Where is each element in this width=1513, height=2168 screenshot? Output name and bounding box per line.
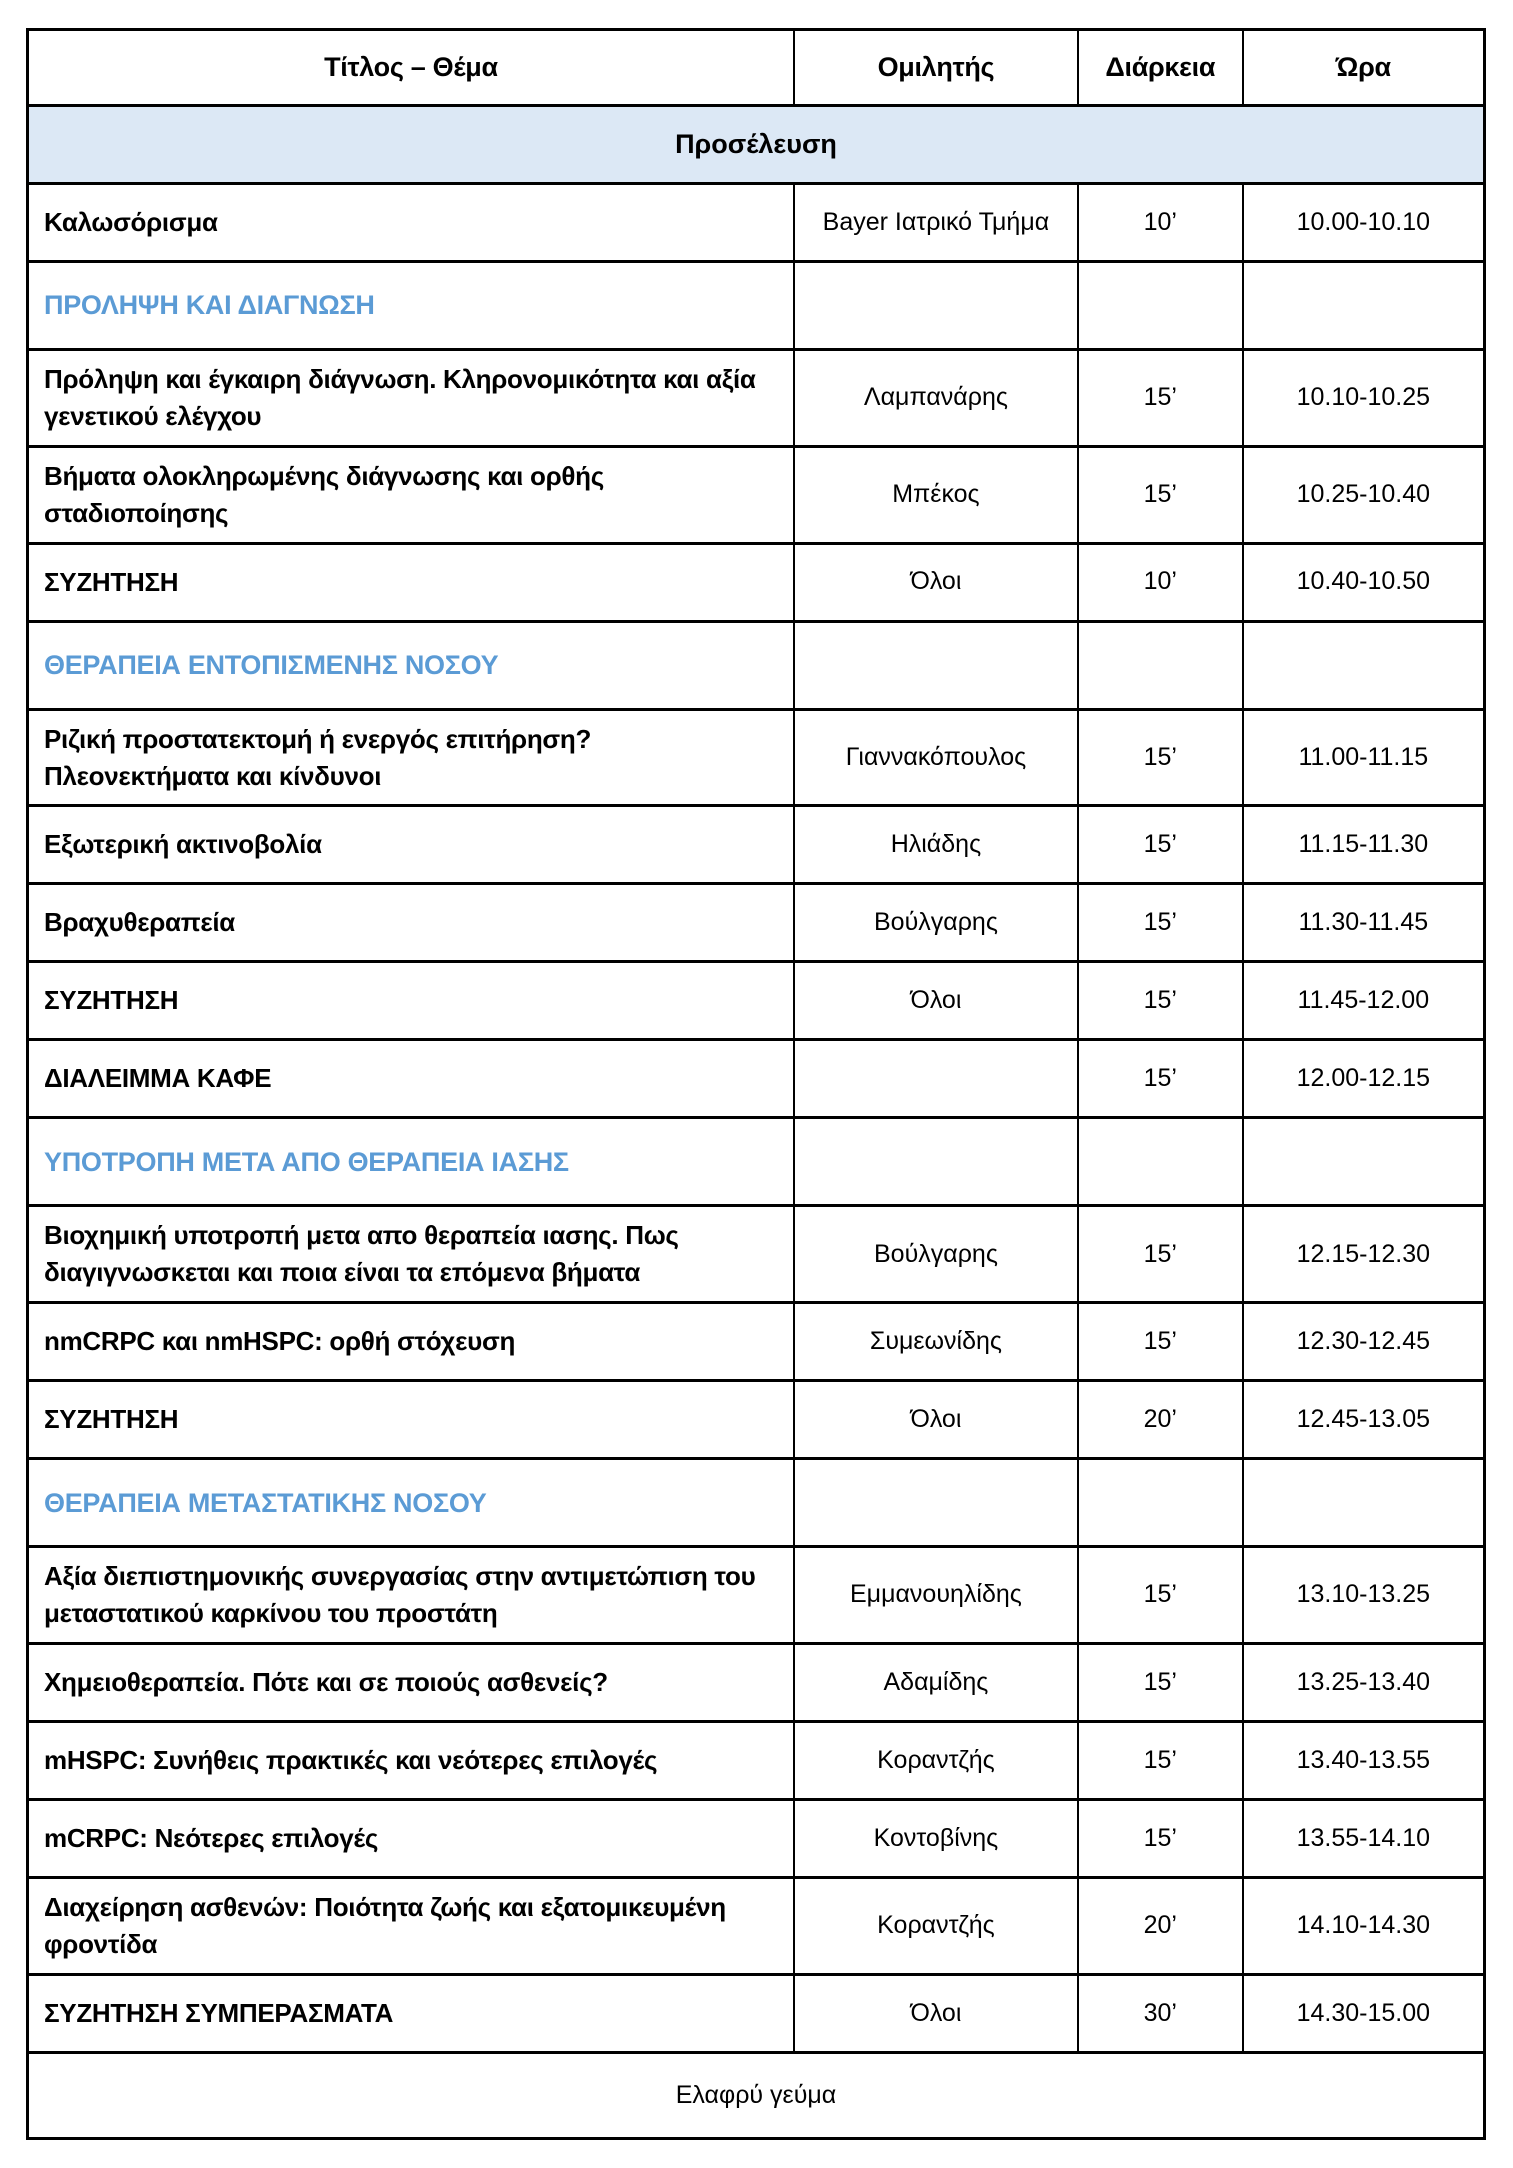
session-speaker: Όλοι — [794, 962, 1078, 1040]
footer-row — [28, 2052, 1485, 2138]
session-duration: 15’ — [1078, 806, 1243, 884]
session-time: 14.10-14.30 — [1243, 1878, 1485, 1975]
column-header-time: Ώρα — [1243, 30, 1485, 106]
session-duration: 15’ — [1078, 884, 1243, 962]
session-time: 13.55-14.10 — [1243, 1800, 1485, 1878]
session-time: 12.00-12.15 — [1243, 1040, 1485, 1118]
section-header: ΘΕΡΑΠΕΙΑ ΜΕΤΑΣΤΑΤΙΚΗΣ ΝΟΣΟΥ — [28, 1459, 794, 1547]
session-row — [28, 1800, 1485, 1878]
session-time: 10.40-10.50 — [1243, 543, 1485, 621]
session-duration: 15’ — [1078, 962, 1243, 1040]
session-duration: 15’ — [1078, 1800, 1243, 1878]
section-row — [28, 621, 1485, 709]
session-time: 14.30-15.00 — [1243, 1974, 1485, 2052]
session-duration: 30’ — [1078, 1974, 1243, 2052]
session-time: 11.15-11.30 — [1243, 806, 1485, 884]
column-header-title: Τίτλος – Θέμα — [28, 30, 794, 106]
session-duration: 15’ — [1078, 709, 1243, 806]
section-row — [28, 262, 1485, 350]
session-row — [28, 446, 1485, 543]
session-duration: 15’ — [1078, 1547, 1243, 1644]
empty-cell — [1243, 262, 1485, 350]
session-row — [28, 1206, 1485, 1303]
session-row — [28, 350, 1485, 447]
banner-label: Προσέλευση — [28, 106, 1485, 184]
session-speaker: Κοντοβίνης — [794, 1800, 1078, 1878]
session-duration: 10’ — [1078, 543, 1243, 621]
session-speaker: Κοραντζής — [794, 1722, 1078, 1800]
session-title: ΣΥΖΗΤΗΣΗ — [28, 543, 794, 621]
column-header-duration: Διάρκεια — [1078, 30, 1243, 106]
session-title: Πρόληψη και έγκαιρη διάγνωση. Κληρονομικότητα και αξία γενετικού ελέγχου — [28, 350, 794, 447]
session-speaker: Όλοι — [794, 1381, 1078, 1459]
session-row — [28, 184, 1485, 262]
session-speaker: Bayer Ιατρικό Τμήμα — [794, 184, 1078, 262]
session-speaker: Αδαμίδης — [794, 1644, 1078, 1722]
header-row — [28, 30, 1485, 106]
session-time: 11.30-11.45 — [1243, 884, 1485, 962]
session-speaker: Όλοι — [794, 1974, 1078, 2052]
session-speaker: Όλοι — [794, 543, 1078, 621]
session-title: Διαχείρηση ασθενών: Ποιότητα ζωής και εξατομικευμένη φροντίδα — [28, 1878, 794, 1975]
session-duration: 20’ — [1078, 1878, 1243, 1975]
schedule-body — [28, 106, 1485, 2139]
session-title: Εξωτερική ακτινοβολία — [28, 806, 794, 884]
empty-cell — [794, 1118, 1078, 1206]
session-time: 10.00-10.10 — [1243, 184, 1485, 262]
session-duration: 15’ — [1078, 1206, 1243, 1303]
session-speaker — [794, 1040, 1078, 1118]
empty-cell — [1078, 1459, 1243, 1547]
session-title: mCRPC: Νεότερες επιλογές — [28, 1800, 794, 1878]
session-title: Βιοχημική υποτροπή μετα απο θεραπεία ιασης. Πως διαγιγνωσκεται και ποια είναι τα επόμενα βήματα — [28, 1206, 794, 1303]
session-time: 13.40-13.55 — [1243, 1722, 1485, 1800]
column-header-speaker: Ομιλητής — [794, 30, 1078, 106]
session-duration: 10’ — [1078, 184, 1243, 262]
session-row — [28, 1381, 1485, 1459]
session-title: Αξία διεπιστημονικής συνεργασίας στην αντιμετώπιση του μεταστατικού καρκίνου του προστάτη — [28, 1547, 794, 1644]
session-title: ΣΥΖΗΤΗΣΗ — [28, 1381, 794, 1459]
session-row — [28, 1547, 1485, 1644]
session-title: ΣΥΖΗΤΗΣΗ ΣΥΜΠΕΡΑΣΜΑΤΑ — [28, 1974, 794, 2052]
session-duration: 20’ — [1078, 1381, 1243, 1459]
empty-cell — [1078, 1118, 1243, 1206]
session-speaker: Ηλιάδης — [794, 806, 1078, 884]
session-time: 12.45-13.05 — [1243, 1381, 1485, 1459]
empty-cell — [1243, 1118, 1485, 1206]
session-time: 13.25-13.40 — [1243, 1644, 1485, 1722]
session-row — [28, 1722, 1485, 1800]
session-duration: 15’ — [1078, 1303, 1243, 1381]
session-row — [28, 709, 1485, 806]
session-speaker: Βούλγαρης — [794, 1206, 1078, 1303]
session-speaker: Γιαννακόπουλος — [794, 709, 1078, 806]
session-time: 12.15-12.30 — [1243, 1206, 1485, 1303]
session-speaker: Βούλγαρης — [794, 884, 1078, 962]
session-speaker: Συμεωνίδης — [794, 1303, 1078, 1381]
session-time: 11.45-12.00 — [1243, 962, 1485, 1040]
session-duration: 15’ — [1078, 350, 1243, 447]
session-duration: 15’ — [1078, 1722, 1243, 1800]
session-row — [28, 1040, 1485, 1118]
empty-cell — [1078, 621, 1243, 709]
session-row — [28, 543, 1485, 621]
session-duration: 15’ — [1078, 446, 1243, 543]
session-speaker: Εμμανουηλίδης — [794, 1547, 1078, 1644]
section-header: ΘΕΡΑΠΕΙΑ ΕΝΤΟΠΙΣΜΕΝΗΣ ΝΟΣΟΥ — [28, 621, 794, 709]
session-row — [28, 1974, 1485, 2052]
empty-cell — [794, 621, 1078, 709]
section-row — [28, 1118, 1485, 1206]
section-header: ΠΡΟΛΗΨΗ ΚΑΙ ΔΙΑΓΝΩΣΗ — [28, 262, 794, 350]
session-speaker: Λαμπανάρης — [794, 350, 1078, 447]
session-row — [28, 884, 1485, 962]
empty-cell — [1243, 1459, 1485, 1547]
session-title: Βήματα ολοκληρωμένης διάγνωσης και ορθής σταδιοποίησης — [28, 446, 794, 543]
session-title: Χημειοθεραπεία. Πότε και σε ποιούς ασθενείς? — [28, 1644, 794, 1722]
banner-row — [28, 106, 1485, 184]
session-row — [28, 962, 1485, 1040]
session-time: 10.10-10.25 — [1243, 350, 1485, 447]
session-title: Καλωσόρισμα — [28, 184, 794, 262]
session-speaker: Κοραντζής — [794, 1878, 1078, 1975]
empty-cell — [794, 1459, 1078, 1547]
session-title: mHSPC: Συνήθεις πρακτικές και νεότερες επιλογές — [28, 1722, 794, 1800]
session-duration: 15’ — [1078, 1040, 1243, 1118]
session-row — [28, 1644, 1485, 1722]
session-time: 10.25-10.40 — [1243, 446, 1485, 543]
agenda-table — [26, 28, 1486, 2140]
section-row — [28, 1459, 1485, 1547]
session-title: Ριζική προστατεκτομή ή ενεργός επιτήρηση? Πλεονεκτήματα και κίνδυνοι — [28, 709, 794, 806]
session-speaker: Μπέκος — [794, 446, 1078, 543]
session-title: ΔΙΑΛΕΙΜΜΑ ΚΑΦΕ — [28, 1040, 794, 1118]
session-row — [28, 1878, 1485, 1975]
session-duration: 15’ — [1078, 1644, 1243, 1722]
session-title: Βραχυθεραπεία — [28, 884, 794, 962]
session-time: 13.10-13.25 — [1243, 1547, 1485, 1644]
session-title: nmCRPC και nmHSPC: ορθή στόχευση — [28, 1303, 794, 1381]
empty-cell — [1078, 262, 1243, 350]
session-time: 11.00-11.15 — [1243, 709, 1485, 806]
session-row — [28, 1303, 1485, 1381]
session-row — [28, 806, 1485, 884]
empty-cell — [1243, 621, 1485, 709]
session-title: ΣΥΖΗΤΗΣΗ — [28, 962, 794, 1040]
footer-label: Ελαφρύ γεύμα — [28, 2052, 1485, 2138]
session-time: 12.30-12.45 — [1243, 1303, 1485, 1381]
section-header: ΥΠΟΤΡΟΠΗ ΜΕΤΑ ΑΠΟ ΘΕΡΑΠΕΙΑ ΙΑΣΗΣ — [28, 1118, 794, 1206]
empty-cell — [794, 262, 1078, 350]
